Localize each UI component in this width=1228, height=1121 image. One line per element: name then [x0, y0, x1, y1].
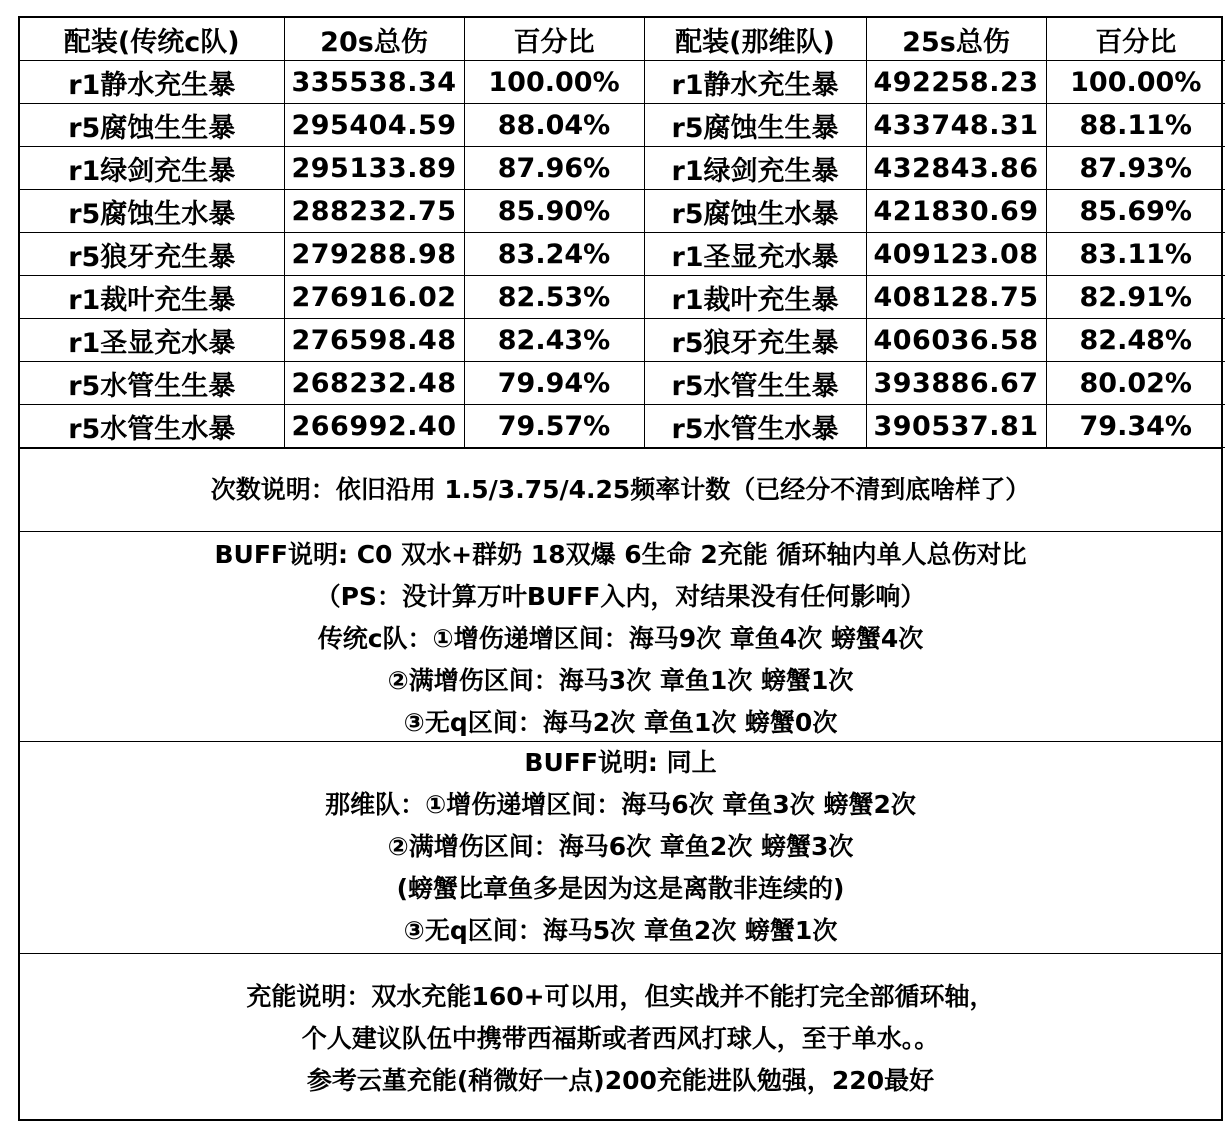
loadout-cell: r5水管生生暴	[20, 362, 284, 405]
damage-cell: 276916.02	[284, 276, 464, 319]
percent-cell: 83.11%	[1046, 233, 1225, 276]
percent-cell: 82.53%	[464, 276, 644, 319]
table-row	[20, 319, 1225, 362]
column-header: 25s总伤	[866, 18, 1046, 61]
table-row	[20, 104, 1225, 147]
count-note	[20, 448, 1221, 531]
damage-cell: 393886.67	[866, 362, 1046, 405]
percent-cell: 83.24%	[464, 233, 644, 276]
column-header: 配装(传统c队)	[20, 18, 284, 61]
buff-line: ③无q区间：海马5次 章鱼2次 螃蟹1次	[403, 916, 838, 945]
damage-cell: 276598.48	[284, 319, 464, 362]
loadout-cell: r1绿剑充生暴	[20, 147, 284, 190]
percent-cell: 88.04%	[464, 104, 644, 147]
damage-cell: 492258.23	[866, 61, 1046, 104]
column-header: 20s总伤	[284, 18, 464, 61]
damage-comparison-table	[20, 18, 1225, 448]
damage-cell: 266992.40	[284, 405, 464, 448]
percent-cell: 82.91%	[1046, 276, 1225, 319]
buff-line: BUFF说明: C0 双水+群奶 18双爆 6生命 2充能 循环轴内单人总伤对比	[214, 540, 1027, 569]
loadout-cell: r1静水充生暴	[644, 61, 866, 104]
loadout-cell: r1圣显充水暴	[20, 319, 284, 362]
loadout-cell: r5水管生水暴	[20, 405, 284, 448]
loadout-cell: r5腐蚀生水暴	[20, 190, 284, 233]
buff-line: 传统c队：①增伤递增区间：海马9次 章鱼4次 螃蟹4次	[317, 624, 924, 653]
buff-line: （PS：没计算万叶BUFF入内，对结果没有任何影响）	[315, 582, 926, 611]
damage-cell: 432843.86	[866, 147, 1046, 190]
buff-line: ③无q区间：海马2次 章鱼1次 螃蟹0次	[403, 708, 838, 737]
loadout-cell: r1静水充生暴	[20, 61, 284, 104]
table-row	[20, 362, 1225, 405]
buff-note-neuvillette	[20, 741, 1221, 953]
energy-note	[20, 953, 1221, 1119]
loadout-cell: r1圣显充水暴	[644, 233, 866, 276]
percent-cell: 100.00%	[1046, 61, 1225, 104]
loadout-cell: r1裁叶充生暴	[20, 276, 284, 319]
percent-cell: 87.93%	[1046, 147, 1225, 190]
loadout-cell: r5水管生生暴	[644, 362, 866, 405]
loadout-cell: r5腐蚀生生暴	[644, 104, 866, 147]
damage-cell: 433748.31	[866, 104, 1046, 147]
loadout-cell: r5腐蚀生水暴	[644, 190, 866, 233]
energy-line: 充能说明：双水充能160+可以用，但实战并不能打完全部循环轴，	[246, 982, 995, 1011]
percent-cell: 82.43%	[464, 319, 644, 362]
energy-line: 个人建议队伍中携带西福斯或者西风打球人，至于单水。。	[301, 1024, 940, 1053]
percent-cell: 88.11%	[1046, 104, 1225, 147]
loadout-cell: r1裁叶充生暴	[644, 276, 866, 319]
count-note-text: 次数说明：依旧沿用 1.5/3.75/4.25频率计数（已经分不清到底啥样了）	[210, 475, 1031, 504]
percent-cell: 85.90%	[464, 190, 644, 233]
damage-cell: 295133.89	[284, 147, 464, 190]
table-header-row	[20, 18, 1225, 61]
loadout-cell: r5腐蚀生生暴	[20, 104, 284, 147]
damage-cell: 268232.48	[284, 362, 464, 405]
buff-note-traditional	[20, 531, 1221, 741]
percent-cell: 100.00%	[464, 61, 644, 104]
percent-cell: 80.02%	[1046, 362, 1225, 405]
damage-cell: 390537.81	[866, 405, 1046, 448]
damage-cell: 295404.59	[284, 104, 464, 147]
damage-cell: 406036.58	[866, 319, 1046, 362]
damage-cell: 421830.69	[866, 190, 1046, 233]
table-row	[20, 405, 1225, 448]
damage-cell: 288232.75	[284, 190, 464, 233]
table-row	[20, 233, 1225, 276]
column-header: 配装(那维队)	[644, 18, 866, 61]
loadout-cell: r5狼牙充生暴	[644, 319, 866, 362]
buff-line: BUFF说明: 同上	[524, 748, 717, 777]
table-row	[20, 276, 1225, 319]
energy-line: 参考云堇充能(稍微好一点)200充能进队勉强，220最好	[306, 1066, 935, 1095]
percent-cell: 85.69%	[1046, 190, 1225, 233]
percent-cell: 87.96%	[464, 147, 644, 190]
table-row	[20, 61, 1225, 104]
buff-line: 那维队：①增伤递增区间：海马6次 章鱼3次 螃蟹2次	[325, 790, 916, 819]
damage-cell: 409123.08	[866, 233, 1046, 276]
percent-cell: 79.34%	[1046, 405, 1225, 448]
column-header: 百分比	[1046, 18, 1225, 61]
table-row	[20, 147, 1225, 190]
percent-cell: 79.94%	[464, 362, 644, 405]
damage-cell: 279288.98	[284, 233, 464, 276]
buff-line: (螃蟹比章鱼多是因为这是离散非连续的)	[396, 874, 845, 903]
damage-cell: 335538.34	[284, 61, 464, 104]
buff-line: ②满增伤区间：海马6次 章鱼2次 螃蟹3次	[387, 832, 854, 861]
table-row	[20, 190, 1225, 233]
buff-line: ②满增伤区间：海马3次 章鱼1次 螃蟹1次	[387, 666, 854, 695]
column-header: 百分比	[464, 18, 644, 61]
loadout-cell: r5水管生水暴	[644, 405, 866, 448]
loadout-cell: r5狼牙充生暴	[20, 233, 284, 276]
percent-cell: 79.57%	[464, 405, 644, 448]
damage-cell: 408128.75	[866, 276, 1046, 319]
percent-cell: 82.48%	[1046, 319, 1225, 362]
loadout-cell: r1绿剑充生暴	[644, 147, 866, 190]
spreadsheet	[18, 16, 1223, 1121]
